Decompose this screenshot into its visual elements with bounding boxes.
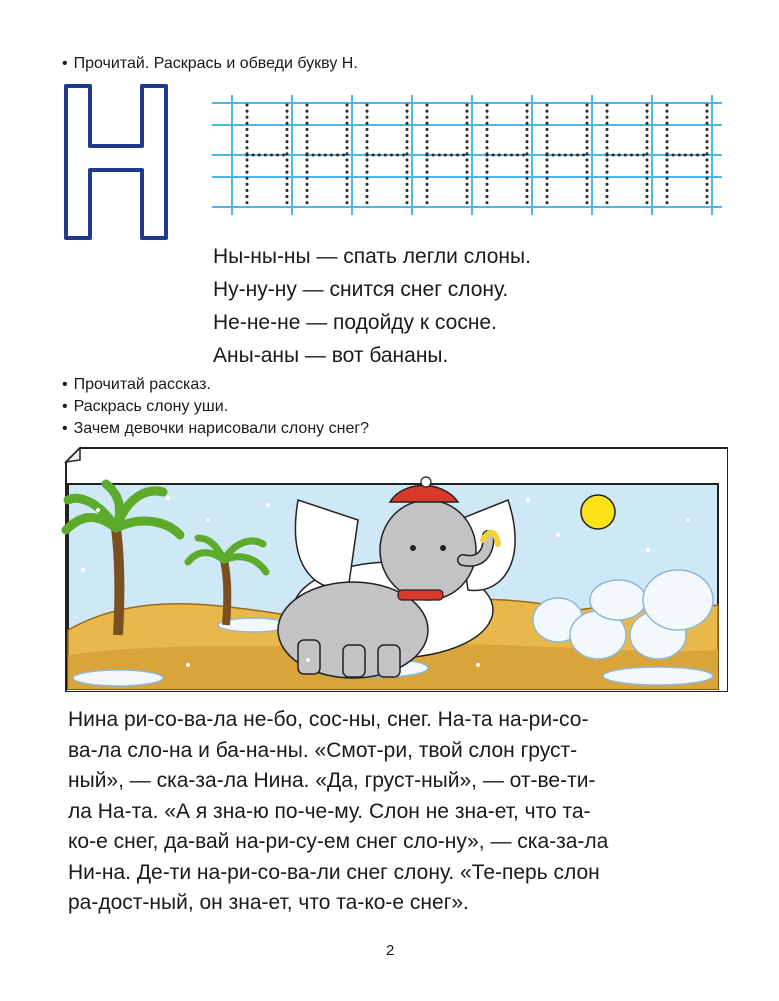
story-line: Ни-на. Де-ти на-ри-со-ва-ли снег слону. «Те-перь слон [68,860,600,884]
page-number: 2 [386,942,395,959]
story-line: ва-ла сло-на и ба-на-ны. «Смот-ри, твой слон груст- [68,738,578,762]
story-text [68,705,728,919]
story-line: ко-е снег, да-вай на-ри-су-ем снег сло-ну», — ска-за-ла [68,830,609,853]
task-item: • Раскрась слону уши. [62,398,229,415]
bullet: • [62,55,68,72]
sun-icon [581,495,615,529]
big-letter-h[interactable] [60,82,172,242]
poem-line: Ны-ны-ны — спать легли слоны. [213,245,531,268]
task-item: • Прочитай рассказ. [62,376,211,393]
poem-line: Ну-ну-ну — снится снег слону. [213,278,509,301]
story-line: ра-дост-ный, он зна-ет, что та-ко-е снег». [68,891,469,914]
elephant-illustration [58,440,728,692]
story-line: ный», — ска-за-ла Нина. «Да, груст-ный», — от-ве-ти- [68,769,596,792]
writing-grid[interactable] [212,95,722,215]
story-line: ла На-та. «А я зна-ю по-че-му. Слон не зна-ет, что та- [68,799,591,823]
story-line: Нина ри-со-ва-ла не-бо, сос-ны, снег. На-та на-ри-со- [68,708,589,731]
task-list [62,374,369,440]
poem [213,240,531,372]
task-item: • Зачем девочки нарисовали слону снег? [62,420,370,437]
poem-line: Аны-аны — вот бананы. [213,344,449,367]
instruction-top: • Прочитай. Раскрась и обведи букву Н. [62,55,358,72]
poem-line: Не-не-не — подойду к сосне. [213,311,497,334]
